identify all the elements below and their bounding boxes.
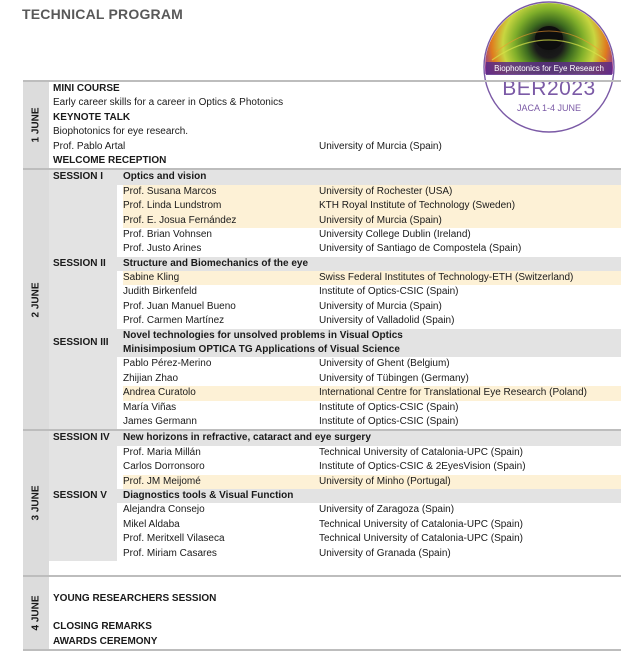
program-item [49, 96, 621, 110]
speaker-institution: University of Valladolid (Spain) [319, 315, 455, 327]
speaker-name: Zhijian Zhao [123, 372, 179, 384]
program-item [49, 125, 621, 139]
session-title: Structure and Biomechanics of the eye [123, 257, 309, 269]
spacer-row [49, 606, 621, 620]
speaker-institution: University College Dublin (Ireland) [319, 228, 471, 240]
speaker-row [49, 532, 621, 546]
speaker-row [49, 271, 621, 285]
speaker-name: Prof. Justo Arines [123, 243, 202, 255]
speaker-row [49, 357, 621, 371]
day-label [23, 431, 49, 575]
speaker-name: Prof. Carmen Martínez [123, 315, 225, 327]
speaker-institution: University of Rochester (USA) [319, 185, 453, 197]
day-label-text: 4 JUNE [30, 595, 42, 631]
speaker-institution: University of Santiago de Compostela (Spain) [319, 243, 522, 255]
speaker-name: James Germann [123, 415, 197, 427]
spacer-row [49, 577, 621, 591]
speaker-row [49, 446, 621, 460]
speaker-name: Prof. Linda Lundstrom [123, 200, 222, 212]
session-label: SESSION I [53, 171, 104, 183]
session-label: SESSION III [53, 337, 109, 349]
session-block [49, 431, 621, 489]
speaker-institution: Technical University of Catalonia-UPC (Spain) [319, 446, 523, 458]
session-block [49, 329, 621, 430]
speaker-name: Prof. Brian Vohnsen [123, 228, 212, 240]
item-text: YOUNG RESEARCHERS SESSION [53, 592, 217, 604]
speaker-row [49, 503, 621, 517]
program-item [49, 620, 621, 634]
session-header [49, 431, 621, 445]
day-label [23, 82, 49, 168]
speaker-name: Prof. Miriam Casares [123, 547, 217, 559]
speaker-name: Prof. Maria Millán [123, 446, 201, 458]
session-header [49, 329, 621, 343]
session-header [49, 337, 621, 357]
program-table [23, 80, 621, 651]
speaker-name: Judith Birkenfeld [123, 286, 197, 298]
speaker-row [49, 386, 621, 400]
session-title: Optics and vision [123, 171, 207, 183]
speaker-institution: University of Ghent (Belgium) [319, 358, 450, 370]
program-item [49, 592, 621, 606]
speaker-institution: University of Minho (Portugal) [319, 475, 451, 487]
speaker-institution: Institute of Optics-CSIC (Spain) [319, 401, 459, 413]
item-text: AWARDS CEREMONY [53, 635, 158, 647]
session-title: Novel technologies for unsolved problems in Visual Optics [123, 329, 403, 341]
speaker-name: Pablo Pérez-Merino [123, 358, 212, 370]
speaker-institution: University of Zaragoza (Spain) [319, 504, 455, 516]
session-block [49, 257, 621, 329]
day-block [23, 80, 621, 168]
speaker-name: Carlos Dorronsoro [123, 461, 205, 473]
day-label-text: 2 JUNE [30, 282, 42, 318]
session-label: SESSION IV [53, 432, 110, 444]
speaker-row [49, 401, 621, 415]
day-block [23, 168, 621, 429]
program-item [49, 111, 621, 125]
speaker-row [49, 314, 621, 328]
logo-place: JACA 1-4 JUNE [516, 103, 582, 113]
speaker-row [49, 285, 621, 299]
page-title: TECHNICAL PROGRAM [22, 6, 184, 22]
day-block [23, 429, 621, 575]
speaker-row [49, 547, 621, 561]
speaker-row [49, 475, 621, 489]
speaker-name: Andrea Curatolo [123, 387, 196, 399]
item-text: Biophotonics for eye research. [53, 126, 189, 138]
program-item [49, 140, 621, 154]
speaker-name: Alejandra Consejo [123, 504, 205, 516]
session-block [49, 170, 621, 256]
speaker-row [49, 214, 621, 228]
item-text: Early career skills for a career in Optics & Photonics [53, 97, 284, 109]
speaker-institution: Technical University of Catalonia-UPC (Spain) [319, 533, 523, 545]
session-title: Diagnostics tools & Visual Function [123, 489, 294, 501]
session-header [49, 489, 621, 503]
session-title: Minisimposium OPTICA TG Applications of Visual Science [123, 344, 400, 356]
day-label [23, 170, 49, 429]
speaker-row [49, 185, 621, 199]
session-block [49, 489, 621, 561]
speaker-institution: Institute of Optics-CSIC & 2EyesVision (Spain) [319, 461, 526, 473]
program-item [49, 635, 621, 649]
speaker-row [49, 415, 621, 429]
speaker-row [49, 300, 621, 314]
speaker-institution: Institute of Optics-CSIC (Spain) [319, 286, 459, 298]
session-header [49, 170, 621, 184]
speaker-name: Prof. Juan Manuel Bueno [123, 300, 236, 312]
speaker-row [49, 242, 621, 256]
speaker-institution: Swiss Federal Institutes of Technology-ETH (Switzerland) [319, 272, 574, 284]
day-block [23, 575, 621, 651]
item-text: KEYNOTE TALK [53, 111, 131, 123]
logo-tagline: Biophotonics for Eye Research [494, 64, 604, 73]
speaker-row [49, 518, 621, 532]
speaker-institution: University of Murcia (Spain) [319, 140, 442, 152]
item-text: WELCOME RECEPTION [53, 154, 167, 166]
session-label: SESSION V [53, 489, 107, 501]
session-title: New horizons in refractive, cataract and eye surgery [123, 432, 371, 444]
item-text: MINI COURSE [53, 83, 120, 94]
session-label: SESSION II [53, 257, 106, 269]
speaker-institution: Institute of Optics-CSIC (Spain) [319, 415, 459, 427]
speaker-name: Prof. Susana Marcos [123, 185, 217, 197]
speaker-institution: University of Tübingen (Germany) [319, 372, 469, 384]
speaker-row [49, 228, 621, 242]
speaker-institution: University of Murcia (Spain) [319, 214, 442, 226]
speaker-name: Prof. JM Meijomé [123, 475, 201, 487]
speaker-name: Prof. Meritxell Vilaseca [123, 533, 225, 545]
speaker-name: Prof. E. Josua Fernández [123, 214, 237, 226]
speaker-row [49, 372, 621, 386]
session-header [49, 257, 621, 271]
program-item [49, 154, 621, 168]
speaker-institution: University of Murcia (Spain) [319, 300, 442, 312]
speaker-name: María Viñas [123, 401, 177, 413]
program-item [49, 82, 621, 96]
speaker-row [49, 199, 621, 213]
day-label-text: 3 JUNE [30, 485, 42, 521]
speaker-institution: International Centre for Translational Eye Research (Poland) [319, 387, 587, 399]
speaker-row [49, 460, 621, 474]
speaker-institution: KTH Royal Institute of Technology (Sweden) [319, 200, 516, 212]
item-text: CLOSING REMARKS [53, 621, 152, 633]
day-label [23, 577, 49, 649]
speaker-institution: Technical University of Catalonia-UPC (Spain) [319, 518, 523, 530]
speaker-name: Prof. Pablo Artal [53, 140, 126, 152]
logo-name: BER2023 [502, 77, 596, 100]
speaker-institution: University of Granada (Spain) [319, 547, 451, 559]
speaker-name: Sabine Kling [123, 272, 180, 284]
day-label-text: 1 JUNE [30, 107, 42, 143]
speaker-name: Mikel Aldaba [123, 518, 180, 530]
